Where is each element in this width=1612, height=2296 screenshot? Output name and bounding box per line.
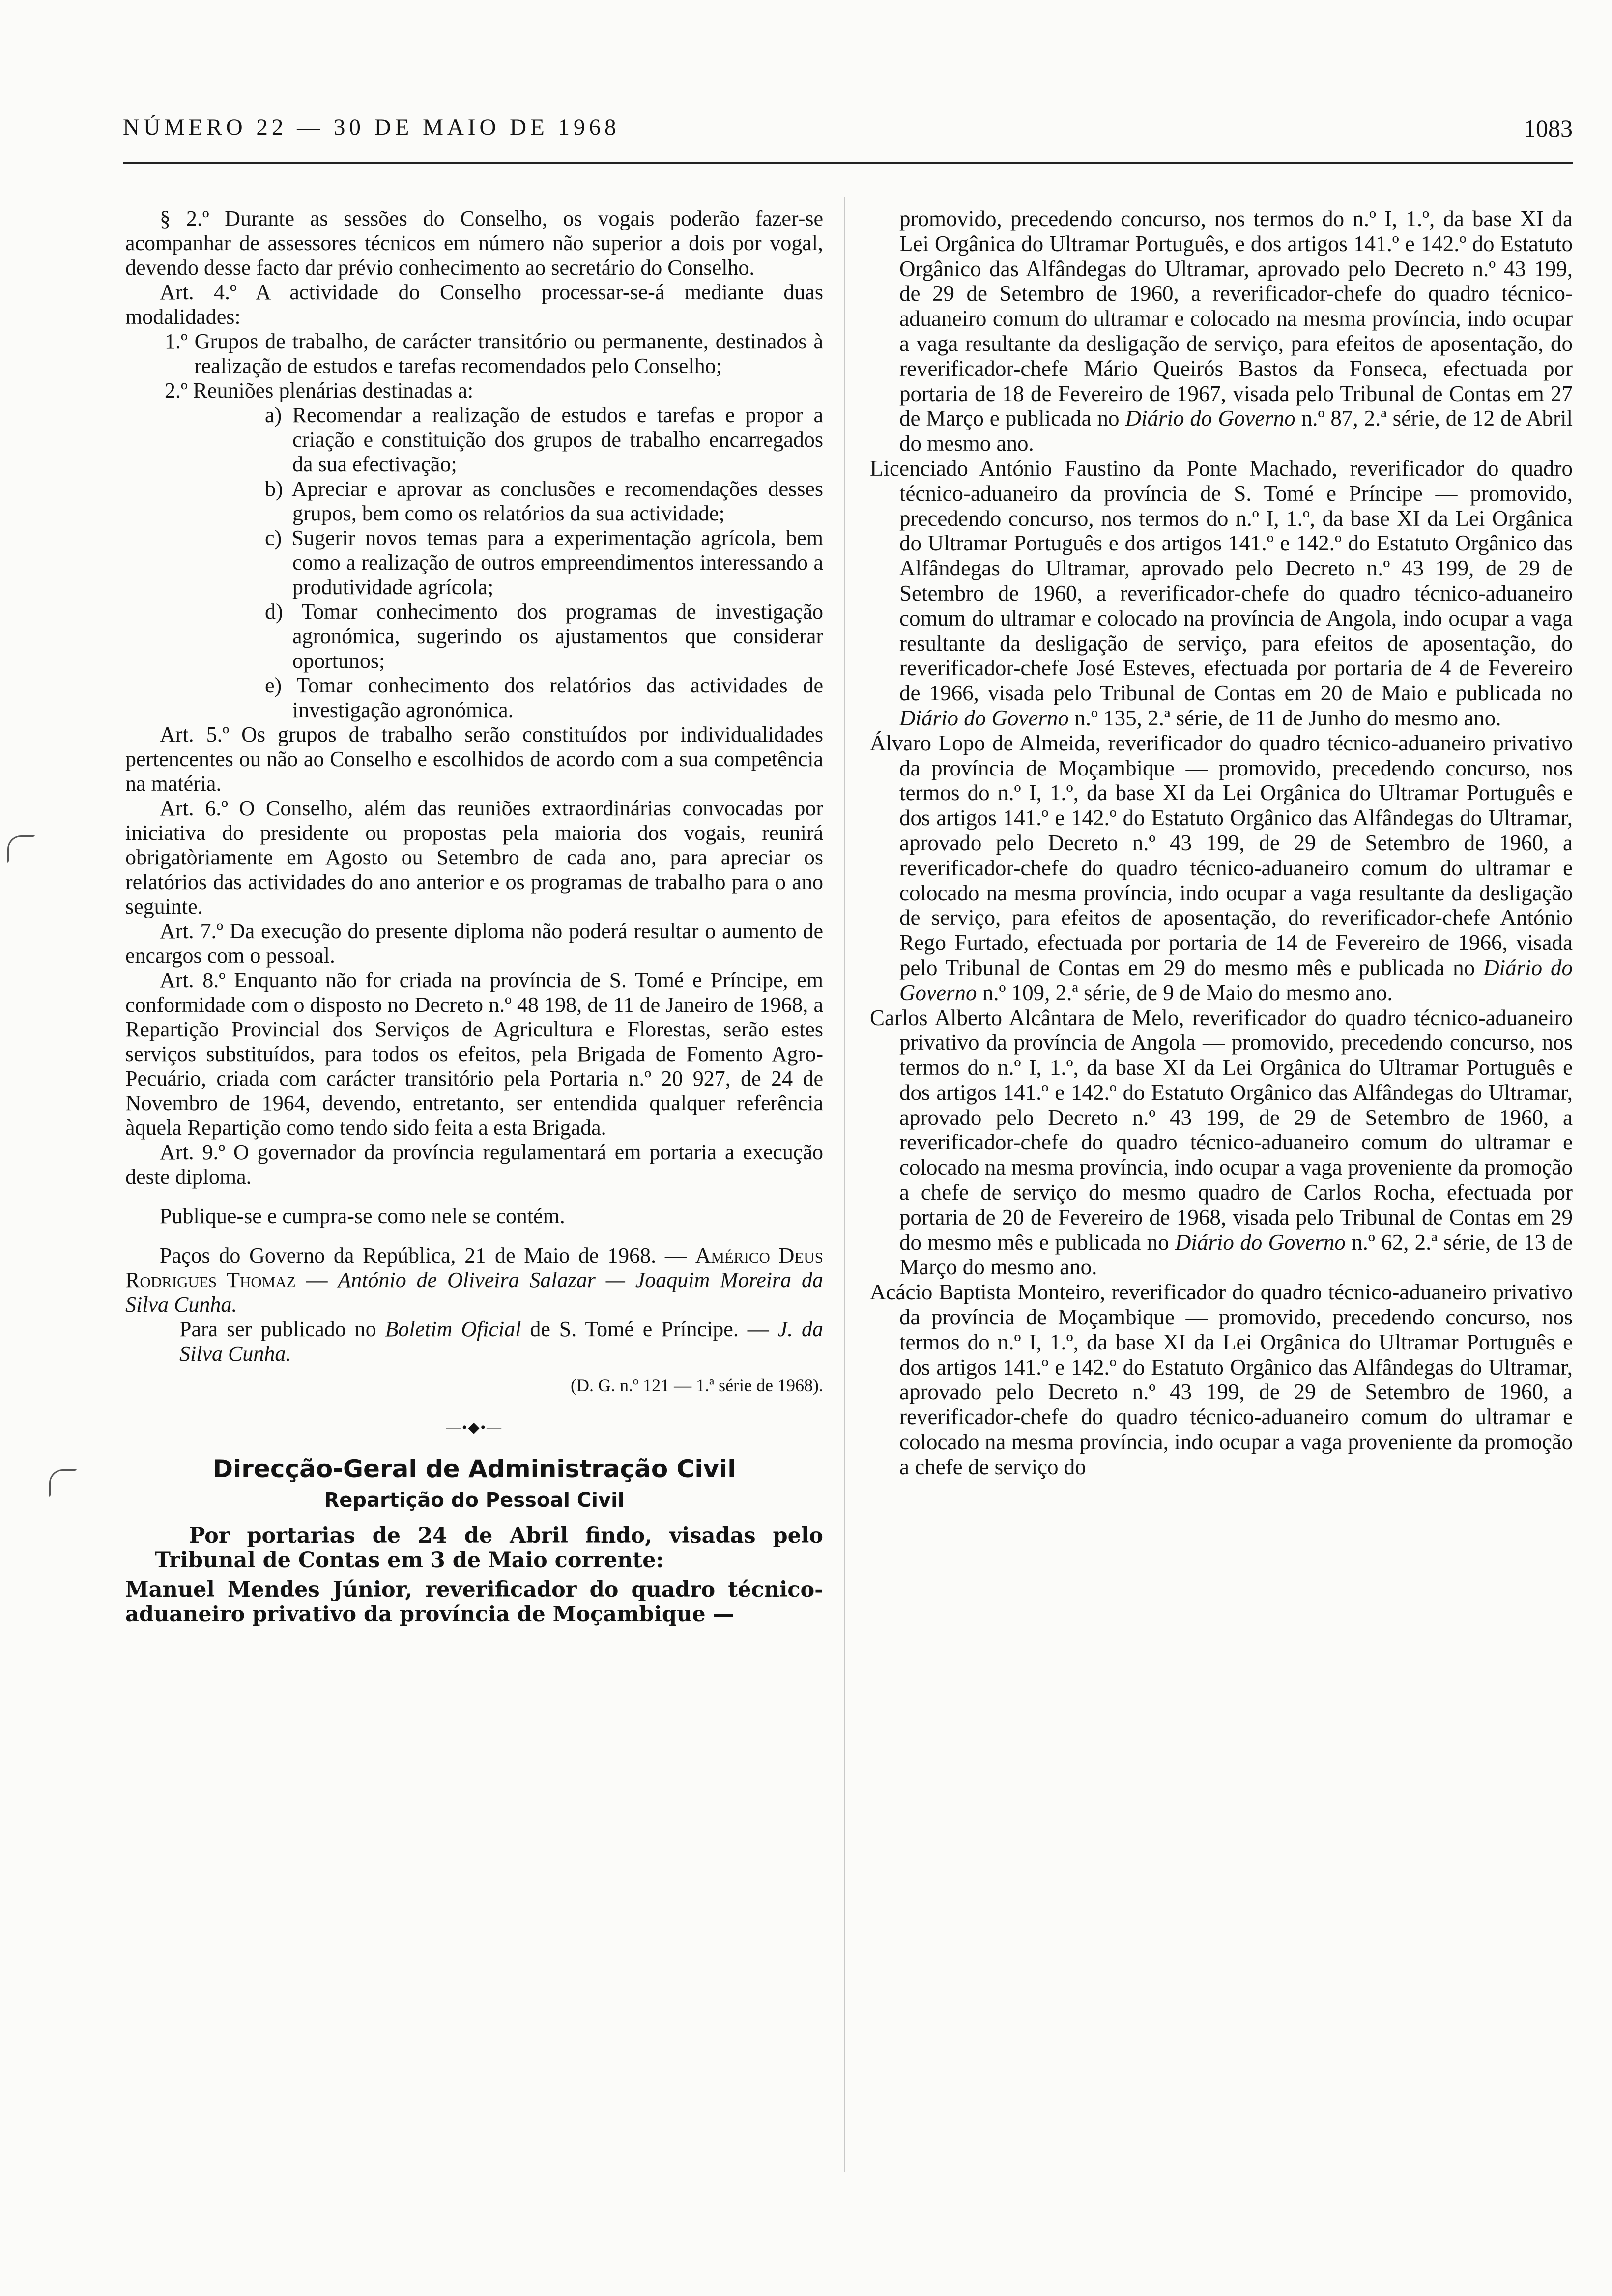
entry-text-end: n.º 62, 2.ª série, de 13 de Março do mesmo ano.: [899, 1230, 1573, 1280]
scan-margin-mark: [49, 1469, 77, 1497]
diario-do-governo: Diário do Governo: [1175, 1230, 1346, 1255]
publication-note: [125, 1317, 823, 1366]
header-rule: [123, 162, 1573, 164]
publication-order: Publique-se e cumpra-se como nele se contém.: [160, 1204, 565, 1228]
paragraph-2: § 2.º Durante as sessões do Conselho, os vogais poderão fazer-se acompanhar de assessores técnicos em número não superior a dois por vogal, devendo desse facto dar prévio conhecimento ao secretário do Conselho.: [125, 206, 823, 280]
diario-do-governo: Diário do Governo: [899, 955, 1573, 1005]
article-5: Art. 5.º Os grupos de trabalho serão constituídos por individualidades pertencentes ou não ao Conselho e escolhidos de acordo com a sua competência na matéria.: [125, 722, 823, 796]
list-item-a: a) Recomendar a realização de estudos e tarefas e propor a criação e constituição dos grupos de trabalho encarregados da sua efectivação;: [265, 403, 823, 476]
article-7: Art. 7.º Da execução do presente diploma não poderá resultar o aumento de encargos com o pessoal.: [125, 919, 823, 968]
page-header: [123, 114, 1573, 153]
signature-president: Américo Deus Rodrigues Thomaz: [125, 1243, 824, 1292]
article-9: Art. 9.º O governador da província regulamentará em portaria a execução deste diploma.: [125, 1140, 823, 1189]
diario-do-governo: Diário do Governo: [1125, 406, 1295, 431]
entry-alvaro-lopo: [870, 731, 1573, 1005]
signature-place-date: Paços do Governo da República, 21 de Maio de 1968. —: [160, 1243, 687, 1267]
section-heading: Direcção-Geral de Administração Civil: [212, 1455, 736, 1483]
entry-text: Álvaro Lopo de Almeida, reverificador do quadro técnico-aduaneiro privativo da província de Moçambique — promovido, precedendo concurso, nos termos do n.º I, 1.º, da base XI da Lei Orgânica do Ultramar Português e dos artigos 141.º e 142.º do Estatuto Orgânico das Alfândegas do Ultramar, aprovado pelo Decreto n.º 43 199, de 29 de Setembro de 1960, a reverificador-chefe do quadro técnico-aduaneiro comum do ultramar e colocado na mesma província, indo ocupar a vaga resultante da desligação de serviço, para efeitos de aposentação, do reverificador-chefe António Rego Furtado, efectuada por portaria de 14 de Fevereiro de 1966, visada pelo Tribunal de Contas em 29 do mesmo mês e publicada no: [870, 730, 1573, 980]
article-4: Art. 4.º A actividade do Conselho processar-se-á mediante duas modalidades:: [125, 280, 823, 329]
signature-minister: J. da Silva Cunha.: [179, 1317, 824, 1366]
entry-text-end: n.º 135, 2.ª série, de 11 de Junho do mesmo ano.: [1068, 705, 1501, 730]
list-item-2: 2.º Reuniões plenárias destinadas a:: [165, 378, 474, 402]
entry-continuation: [870, 206, 1573, 456]
signatures: [125, 1243, 823, 1317]
entry-manuel-mendes: [125, 1578, 823, 1627]
page-number: 1083: [1524, 115, 1573, 142]
subsection-heading: Repartição do Pessoal Civil: [324, 1489, 625, 1512]
column-divider: [844, 197, 845, 2172]
entry-acacio-baptista: Acácio Baptista Monteiro, reverificador do quadro técnico-aduaneiro privativo da província de Moçambique — promovido, precedendo concurso, nos termos do n.º I, 1.º, da base XI da Lei Orgânica do Ultramar Português e dos artigos 141.º e 142.º do Estatuto Orgânico das Alfândegas do Ultramar, aprovado pelo Decreto n.º 43 199, de 29 de Setembro de 1960, a reverificador-chefe do quadro técnico-aduaneiro comum do ultramar e colocado na mesma província, indo ocupar a vaga proveniente da promoção a chefe de serviço do: [870, 1280, 1573, 1479]
article-6: Art. 6.º O Conselho, além das reuniões extraordinárias convocadas por iniciativa do presidente ou propostas pela maioria dos vogais, reunirá obrigatòriamente em Agosto ou Setembro de cada ano, para apreciar os relatórios das actividades do ano anterior e os programas de trabalho para o ano seguinte.: [125, 796, 823, 918]
left-column: [125, 206, 823, 1627]
entry-text: Licenciado António Faustino da Ponte Machado, reverificador do quadro técnico-aduaneiro da província de S. Tomé e Príncipe — promovido, precedendo concurso, nos termos do n.º I, 1.º, da base XI da Lei Orgânica do Ultramar Português e dos artigos 141.º e 142.º do Estatuto Orgânico das Alfândegas do Ultramar, aprovado pelo Decreto n.º 43 199, de 29 de Setembro de 1960, a reverificador-chefe do quadro técnico-aduaneiro comum do ultramar e colocado na província de Angola, indo ocupar a vaga resultante da desligação de serviço, para efeitos de aposentação, do reverificador-chefe José Esteves, efectuada por portaria de 4 de Fevereiro de 1966, visada pelo Tribunal de Contas em 20 de Maio e publicada no: [870, 456, 1573, 706]
list-item-e: e) Tomar conhecimento dos relatórios das actividades de investigação agronómica.: [265, 673, 823, 722]
publication-note-text: Para ser publicado no: [179, 1317, 385, 1341]
article-8: Art. 8.º Enquanto não for criada na província de S. Tomé e Príncipe, em conformidade com o disposto no Decreto n.º 48 198, de 11 de Janeiro de 1968, a Repartição Provincial dos Serviços de Agricultura e Florestas, serão estes serviços substituídos, para todos os efeitos, pela Brigada de Fomento Agro-Pecuário, criada com carácter transitório pela Portaria n.º 20 927, de 24 de Novembro de 1964, devendo, entretanto, ser entendida qualquer referência àquela Repartição como tendo sido feita a esta Brigada.: [125, 968, 823, 1140]
signature-ministers: António de Oliveira Salazar — Joaquim Moreira da Silva Cunha.: [125, 1268, 823, 1317]
issue-date: NÚMERO 22 — 30 DE MAIO DE 1968: [123, 115, 620, 140]
entry-text-end: n.º 109, 2.ª série, de 9 de Maio do mesmo ano.: [977, 980, 1393, 1005]
right-column: [870, 206, 1573, 1480]
list-item-d: d) Tomar conhecimento dos programas de investigação agronómica, sugerindo os ajustamentos que considerar oportunos;: [265, 600, 823, 673]
entry-antonio-faustino: [870, 456, 1573, 731]
entry-text: promovido, precedendo concurso, nos termos do n.º I, 1.º, da base XI da Lei Orgânica do Ultramar Português, e dos artigos 141.º e 142.º do Estatuto Orgânico das Alfândegas do Ultramar, aprovado pelo Decreto n.º 43 199, de 29 de Setembro de 1960, a reverificador-chefe do quadro técnico-aduaneiro comum do ultramar e colocado na mesma província, indo ocupar a vaga resultante da desligação de serviço, para efeitos de aposentação, do reverificador-chefe Mário Queirós Bastos da Fonseca, efectuada por portaria de 18 de Fevereiro de 1967, visada pelo Tribunal de Contas em 27 de Março e publicada no: [899, 206, 1573, 431]
boletim-oficial: Boletim Oficial: [385, 1317, 521, 1341]
list-item-1: 1.º Grupos de trabalho, de carácter transitório ou permanente, destinados à realização de estudos e tarefas recomendados pelo Conselho;: [165, 329, 823, 378]
entry-text-end: n.º 87, 2.ª série, de 12 de Abril do mesmo ano.: [899, 406, 1573, 456]
entry-name: Manuel Mendes Júnior,: [125, 1578, 413, 1602]
section-ornament: —•◆•—: [446, 1419, 503, 1435]
scan-margin-mark: [7, 835, 35, 863]
publication-note-text-2: de S. Tomé e Príncipe. —: [521, 1317, 778, 1341]
portaria-intro: Por portarias de 24 de Abril findo, visadas pelo Tribunal de Contas em 3 de Maio corrente:: [155, 1523, 823, 1573]
diario-do-governo: Diário do Governo: [899, 705, 1069, 730]
list-item-c: c) Sugerir novos temas para a experimentação agrícola, bem como a realização de outros empreendimentos interessando a produtividade agrícola;: [265, 526, 823, 599]
list-item-b: b) Apreciar e aprovar as conclusões e recomendações desses grupos, bem como os relatórios da sua actividade;: [265, 477, 823, 525]
signature-dash: —: [306, 1268, 338, 1292]
dg-reference: (D. G. n.º 121 — 1.ª série de 1968).: [570, 1376, 823, 1395]
entry-text: Carlos Alberto Alcântara de Melo, reverificador do quadro técnico-aduaneiro privativo da província de Angola — promovido, precedendo concurso, nos termos do n.º I, 1.º, da base XI da Lei Orgânica do Ultramar Português e dos artigos 141.º e 142.º do Estatuto Orgânico das Alfândegas do Ultramar, aprovado pelo Decreto n.º 43 199, de 29 de Setembro de 1960, a reverificador-chefe do quadro técnico-aduaneiro comum do ultramar e colocado na mesma província, indo ocupar a vaga proveniente da promoção a chefe de serviço do mesmo quadro de Carlos Rocha, efectuada por portaria de 20 de Fevereiro de 1968, visada pelo Tribunal de Contas em 29 do mesmo mês e publicada no: [870, 1005, 1573, 1255]
entry-carlos-alberto: [870, 1005, 1573, 1280]
entry-text: reverificador do quadro técnico-aduaneiro privativo da província de Moçambique —: [125, 1578, 823, 1627]
